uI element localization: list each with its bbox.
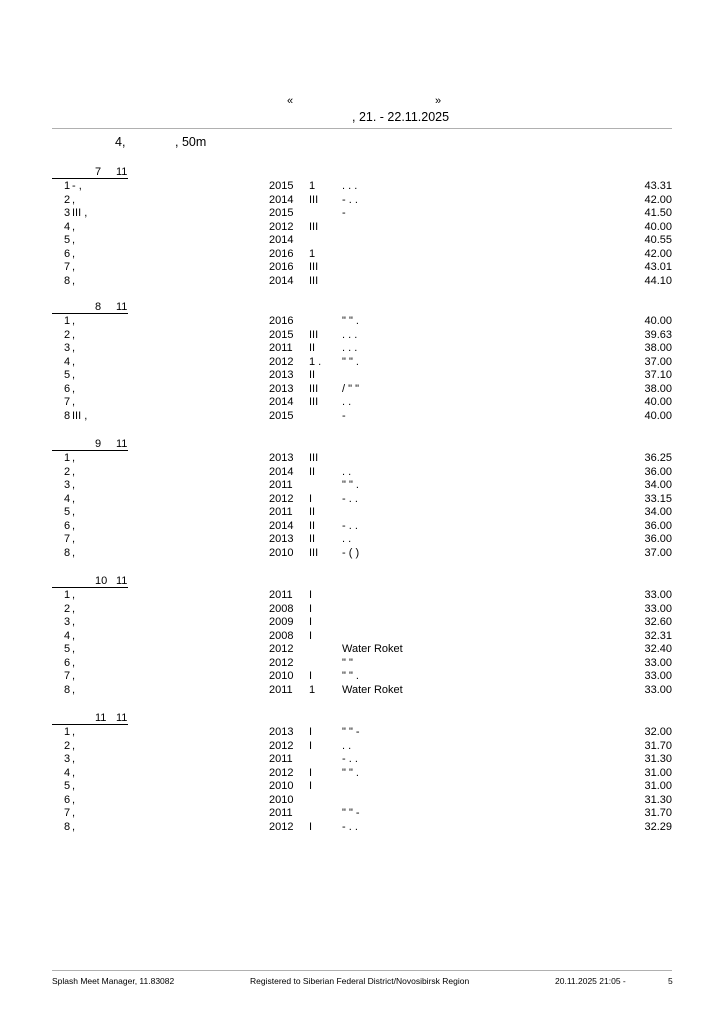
result-rank: 1 bbox=[309, 247, 316, 260]
result-name: , bbox=[72, 328, 76, 341]
result-year: 2011 bbox=[269, 589, 293, 601]
result-place: 1 bbox=[64, 452, 71, 464]
result-name: , bbox=[72, 465, 76, 478]
result-time: 31.00 bbox=[644, 780, 672, 792]
result-row bbox=[52, 643, 672, 657]
result-rank: I bbox=[309, 726, 313, 738]
result-place: 3 bbox=[64, 479, 71, 491]
result-row bbox=[52, 794, 672, 808]
result-year: 2012 bbox=[269, 739, 294, 752]
result-rank: II bbox=[309, 465, 316, 478]
result-club: " " . bbox=[342, 355, 359, 368]
result-club: . . bbox=[342, 396, 352, 408]
title-quote-open: « bbox=[287, 95, 294, 107]
result-place: 6 bbox=[64, 519, 71, 532]
result-row bbox=[52, 194, 672, 208]
result-row bbox=[52, 821, 672, 835]
result-time: 43.01 bbox=[644, 261, 672, 273]
result-name: , bbox=[72, 629, 76, 642]
result-row bbox=[52, 726, 672, 740]
result-year: 2016 bbox=[269, 261, 294, 273]
result-place: 7 bbox=[64, 261, 71, 273]
result-rank: I bbox=[309, 602, 313, 615]
result-name: , bbox=[72, 355, 76, 368]
result-place: 8 bbox=[64, 683, 71, 696]
result-row bbox=[52, 479, 672, 493]
age-group bbox=[52, 711, 672, 834]
result-club: - . . bbox=[342, 519, 358, 532]
result-place: 2 bbox=[64, 602, 71, 615]
age-group bbox=[52, 437, 672, 560]
result-row bbox=[52, 589, 672, 603]
result-name: , bbox=[72, 793, 76, 806]
result-club: Water Roket bbox=[342, 643, 403, 655]
result-rank: II bbox=[309, 533, 316, 545]
result-time: 33.00 bbox=[644, 683, 672, 696]
result-place: 3 bbox=[64, 207, 71, 219]
result-name: , bbox=[72, 602, 76, 615]
result-time: 36.00 bbox=[644, 519, 672, 532]
result-rank: I bbox=[309, 589, 313, 601]
result-rank: III bbox=[309, 452, 319, 464]
result-year: 2016 bbox=[269, 247, 294, 260]
result-name: , bbox=[72, 643, 76, 655]
result-row bbox=[52, 466, 672, 480]
result-row bbox=[52, 383, 672, 397]
result-rank: I bbox=[309, 766, 313, 779]
result-time: 33.15 bbox=[644, 492, 672, 505]
result-place: 8 bbox=[64, 274, 71, 287]
result-time: 32.31 bbox=[644, 629, 672, 642]
result-place: 7 bbox=[64, 533, 71, 545]
result-year: 2013 bbox=[269, 382, 294, 395]
result-time: 38.00 bbox=[644, 382, 672, 395]
result-year: 2013 bbox=[269, 369, 294, 381]
result-rank: I bbox=[309, 739, 313, 752]
age-group-label-a: 9 bbox=[95, 438, 102, 450]
age-group-underline bbox=[52, 313, 128, 314]
result-year: 2014 bbox=[269, 465, 294, 478]
result-time: 39.63 bbox=[644, 328, 672, 341]
result-rank: II bbox=[309, 519, 316, 532]
result-place: 3 bbox=[64, 616, 71, 628]
result-year: 2010 bbox=[269, 546, 294, 559]
result-name: , bbox=[72, 656, 76, 669]
result-year: 2013 bbox=[269, 452, 294, 464]
age-group-header bbox=[52, 574, 672, 589]
result-rank: II bbox=[309, 506, 316, 518]
result-rank: II bbox=[309, 342, 316, 354]
result-club: . . bbox=[342, 465, 352, 478]
result-club: " " . bbox=[342, 479, 359, 491]
result-club: " " . bbox=[342, 670, 359, 682]
result-time: 32.60 bbox=[644, 616, 672, 628]
result-row bbox=[52, 329, 672, 343]
result-name: , bbox=[72, 396, 76, 408]
result-place: 5 bbox=[64, 369, 71, 381]
result-row bbox=[52, 261, 672, 275]
result-time: 40.00 bbox=[644, 220, 672, 233]
result-name: , bbox=[72, 506, 76, 518]
result-year: 2015 bbox=[269, 207, 294, 219]
result-time: 32.29 bbox=[644, 820, 672, 833]
result-time: 42.00 bbox=[644, 247, 672, 260]
result-row bbox=[52, 356, 672, 370]
result-year: 2012 bbox=[269, 492, 294, 505]
result-time: 32.40 bbox=[644, 643, 672, 655]
result-name: , bbox=[72, 766, 76, 779]
result-time: 32.00 bbox=[644, 726, 672, 738]
result-time: 40.00 bbox=[644, 396, 672, 408]
result-time: 37.10 bbox=[644, 369, 672, 381]
result-rank: I bbox=[309, 670, 313, 682]
result-club: " " - bbox=[342, 807, 360, 819]
result-year: 2011 bbox=[269, 753, 293, 765]
result-year: 2015 bbox=[269, 180, 294, 192]
result-club: Water Roket bbox=[342, 683, 403, 696]
result-club: . . bbox=[342, 533, 352, 545]
result-year: 2015 bbox=[269, 409, 294, 422]
result-row bbox=[52, 520, 672, 534]
result-place: 6 bbox=[64, 247, 71, 260]
result-place: 4 bbox=[64, 629, 71, 642]
result-name: , bbox=[72, 274, 76, 287]
result-place: 2 bbox=[64, 193, 71, 206]
result-name: , bbox=[72, 193, 76, 206]
result-name: , bbox=[72, 533, 76, 545]
age-group-header bbox=[52, 165, 672, 180]
result-year: 2010 bbox=[269, 793, 294, 806]
result-place: 1 bbox=[64, 589, 71, 601]
result-row bbox=[52, 275, 672, 289]
result-time: 36.00 bbox=[644, 533, 672, 545]
result-time: 34.00 bbox=[644, 479, 672, 491]
result-year: 2010 bbox=[269, 780, 294, 792]
result-name: - , bbox=[72, 180, 82, 192]
result-name: , bbox=[72, 220, 76, 233]
age-group-label-b: 11 bbox=[116, 438, 128, 450]
age-group-underline bbox=[52, 724, 128, 725]
result-name: , bbox=[72, 261, 76, 273]
result-time: 31.70 bbox=[644, 739, 672, 752]
age-group-label-b: 11 bbox=[116, 575, 128, 587]
age-group-underline bbox=[52, 178, 128, 179]
result-name: , bbox=[72, 342, 76, 354]
result-row bbox=[52, 207, 672, 221]
result-row bbox=[52, 234, 672, 248]
result-place: 7 bbox=[64, 396, 71, 408]
result-club: - . . bbox=[342, 820, 358, 833]
result-rank: III bbox=[309, 382, 319, 395]
result-row bbox=[52, 342, 672, 356]
result-row bbox=[52, 180, 672, 194]
result-time: 40.00 bbox=[644, 315, 672, 327]
footer-registered: Registered to Siberian Federal District/Novosibirsk Region bbox=[250, 976, 470, 986]
result-rank: III bbox=[309, 328, 319, 341]
result-row bbox=[52, 452, 672, 466]
result-name: , bbox=[72, 369, 76, 381]
result-time: 40.00 bbox=[644, 409, 672, 422]
result-club: - bbox=[342, 409, 346, 422]
meet-date-line: , 21. - 22.11.2025 bbox=[352, 110, 450, 124]
result-place: 6 bbox=[64, 793, 71, 806]
result-name: , bbox=[72, 479, 76, 491]
result-year: 2014 bbox=[269, 396, 294, 408]
result-time: 33.00 bbox=[644, 670, 672, 682]
result-place: 2 bbox=[64, 465, 71, 478]
result-name: , bbox=[72, 683, 76, 696]
result-row bbox=[52, 410, 672, 424]
result-club: - ( ) bbox=[342, 546, 360, 559]
result-time: 38.00 bbox=[644, 342, 672, 354]
result-rank: 1 bbox=[309, 180, 316, 192]
age-group-underline bbox=[52, 450, 128, 451]
result-club: - . . bbox=[342, 193, 358, 206]
result-row bbox=[52, 657, 672, 671]
result-rank: II bbox=[309, 369, 316, 381]
result-year: 2012 bbox=[269, 820, 294, 833]
result-place: 5 bbox=[64, 234, 71, 246]
age-group-label-b: 11 bbox=[116, 166, 128, 178]
result-name: , bbox=[72, 234, 76, 246]
result-name: , bbox=[72, 452, 76, 464]
result-row bbox=[52, 493, 672, 507]
result-row bbox=[52, 396, 672, 410]
result-place: 5 bbox=[64, 780, 71, 792]
result-row bbox=[52, 630, 672, 644]
age-group-underline bbox=[52, 587, 128, 588]
result-rank: I bbox=[309, 616, 313, 628]
result-time: 36.00 bbox=[644, 465, 672, 478]
result-year: 2010 bbox=[269, 670, 294, 682]
result-year: 2014 bbox=[269, 193, 294, 206]
result-place: 7 bbox=[64, 807, 71, 819]
result-rank: I bbox=[309, 629, 313, 642]
result-name: , bbox=[72, 820, 76, 833]
result-place: 4 bbox=[64, 766, 71, 779]
result-row bbox=[52, 780, 672, 794]
event-heading bbox=[115, 135, 207, 149]
result-row bbox=[52, 533, 672, 547]
result-name: , bbox=[72, 670, 76, 682]
result-row bbox=[52, 807, 672, 821]
result-name: , bbox=[72, 315, 76, 327]
result-year: 2012 bbox=[269, 355, 294, 368]
result-row bbox=[52, 221, 672, 235]
result-name: , bbox=[72, 589, 76, 601]
result-row bbox=[52, 248, 672, 262]
result-place: 8 bbox=[64, 546, 71, 559]
result-year: 2009 bbox=[269, 616, 294, 628]
result-place: 5 bbox=[64, 643, 71, 655]
result-row bbox=[52, 506, 672, 520]
result-row bbox=[52, 684, 672, 698]
result-place: 4 bbox=[64, 355, 71, 368]
result-place: 6 bbox=[64, 382, 71, 395]
age-group-label-a: 11 bbox=[95, 712, 107, 724]
result-row bbox=[52, 753, 672, 767]
result-row bbox=[52, 547, 672, 561]
result-club: " " - bbox=[342, 726, 360, 738]
header-divider bbox=[52, 128, 672, 129]
result-time: 36.25 bbox=[644, 452, 672, 464]
event-distance: , 50m bbox=[175, 135, 207, 149]
result-place: 1 bbox=[64, 180, 71, 192]
result-place: 8 bbox=[64, 820, 71, 833]
result-club: " " . bbox=[342, 315, 359, 327]
result-rank: III bbox=[309, 546, 319, 559]
result-place: 8 bbox=[64, 409, 71, 422]
age-group-header bbox=[52, 300, 672, 315]
result-time: 37.00 bbox=[644, 546, 672, 559]
result-time: 42.00 bbox=[644, 193, 672, 206]
title-quote-close: » bbox=[435, 95, 442, 107]
result-place: 5 bbox=[64, 506, 71, 518]
result-name: , bbox=[72, 780, 76, 792]
result-year: 2014 bbox=[269, 274, 294, 287]
result-club: . . . bbox=[342, 180, 358, 192]
result-place: 3 bbox=[64, 342, 71, 354]
result-year: 2012 bbox=[269, 656, 294, 669]
result-time: 44.10 bbox=[644, 274, 672, 287]
result-club: . . . bbox=[342, 328, 358, 341]
result-name: , bbox=[72, 807, 76, 819]
result-place: 2 bbox=[64, 739, 71, 752]
age-group-label-a: 7 bbox=[95, 166, 102, 178]
result-club: - . . bbox=[342, 753, 358, 765]
event-number: 4, bbox=[115, 135, 126, 149]
result-name: , bbox=[72, 492, 76, 505]
result-year: 2011 bbox=[269, 683, 293, 696]
result-place: 1 bbox=[64, 726, 71, 738]
result-row bbox=[52, 369, 672, 383]
age-group bbox=[52, 574, 672, 697]
age-group-label-a: 10 bbox=[95, 575, 108, 587]
result-rank: I bbox=[309, 492, 313, 505]
result-rank: III bbox=[309, 274, 319, 287]
result-row bbox=[52, 616, 672, 630]
result-club: / " " bbox=[342, 382, 359, 395]
result-name: , bbox=[72, 519, 76, 532]
footer-page-number: 5 bbox=[668, 976, 673, 986]
result-year: 2013 bbox=[269, 726, 294, 738]
result-year: 2014 bbox=[269, 519, 294, 532]
result-name: III , bbox=[72, 409, 88, 422]
result-club: . . . bbox=[342, 342, 358, 354]
result-club: - bbox=[342, 207, 346, 219]
result-place: 7 bbox=[64, 670, 71, 682]
result-place: 1 bbox=[64, 315, 71, 327]
result-row bbox=[52, 767, 672, 781]
result-place: 4 bbox=[64, 492, 71, 505]
result-time: 33.00 bbox=[644, 656, 672, 669]
age-group-label-a: 8 bbox=[95, 301, 102, 313]
result-year: 2013 bbox=[269, 533, 294, 545]
result-time: 31.30 bbox=[644, 753, 672, 765]
result-name: , bbox=[72, 546, 76, 559]
result-place: 4 bbox=[64, 220, 71, 233]
result-year: 2011 bbox=[269, 342, 293, 354]
age-group-label-b: 11 bbox=[116, 712, 128, 724]
result-place: 3 bbox=[64, 753, 71, 765]
result-name: , bbox=[72, 247, 76, 260]
result-time: 34.00 bbox=[644, 506, 672, 518]
result-year: 2008 bbox=[269, 602, 294, 615]
result-name: , bbox=[72, 739, 76, 752]
result-rank: 1 . bbox=[309, 355, 322, 368]
result-name: , bbox=[72, 753, 76, 765]
result-rank: I bbox=[309, 820, 313, 833]
result-year: 2011 bbox=[269, 479, 293, 491]
result-time: 41.50 bbox=[644, 207, 672, 219]
age-group bbox=[52, 300, 672, 423]
result-place: 6 bbox=[64, 656, 71, 669]
age-group-header bbox=[52, 437, 672, 452]
result-row bbox=[52, 740, 672, 754]
result-name: III , bbox=[72, 207, 88, 219]
result-year: 2016 bbox=[269, 315, 294, 327]
footer-software: Splash Meet Manager, 11.83082 bbox=[52, 976, 175, 986]
result-rank: III bbox=[309, 261, 319, 273]
result-time: 37.00 bbox=[644, 355, 672, 368]
result-year: 2014 bbox=[269, 234, 294, 246]
result-time: 43.31 bbox=[644, 180, 672, 192]
age-group-label-b: 11 bbox=[116, 301, 128, 313]
result-name: , bbox=[72, 726, 76, 738]
result-club: . . bbox=[342, 739, 352, 752]
result-time: 40.55 bbox=[644, 234, 672, 246]
result-club: " " . bbox=[342, 766, 359, 779]
result-rank: III bbox=[309, 396, 319, 408]
result-year: 2008 bbox=[269, 629, 294, 642]
result-year: 2012 bbox=[269, 220, 294, 233]
result-time: 33.00 bbox=[644, 602, 672, 615]
result-club: " " bbox=[342, 656, 353, 669]
result-rank: I bbox=[309, 780, 313, 792]
age-group-header bbox=[52, 711, 672, 726]
age-group bbox=[52, 165, 672, 288]
result-club: - . . bbox=[342, 492, 358, 505]
footer-divider bbox=[52, 970, 672, 971]
result-year: 2011 bbox=[269, 807, 293, 819]
result-row bbox=[52, 670, 672, 684]
result-time: 31.30 bbox=[644, 793, 672, 806]
result-row bbox=[52, 315, 672, 329]
result-row bbox=[52, 603, 672, 617]
result-time: 33.00 bbox=[644, 589, 672, 601]
result-rank: III bbox=[309, 220, 319, 233]
result-year: 2012 bbox=[269, 766, 294, 779]
result-name: , bbox=[72, 382, 76, 395]
result-rank: 1 bbox=[309, 683, 316, 696]
result-place: 2 bbox=[64, 328, 71, 341]
result-year: 2015 bbox=[269, 328, 294, 341]
result-year: 2011 bbox=[269, 506, 293, 518]
result-time: 31.70 bbox=[644, 807, 672, 819]
result-time: 31.00 bbox=[644, 766, 672, 779]
result-rank: III bbox=[309, 193, 319, 206]
result-name: , bbox=[72, 616, 76, 628]
footer-timestamp: 20.11.2025 21:05 - bbox=[555, 976, 626, 986]
result-year: 2012 bbox=[269, 643, 294, 655]
